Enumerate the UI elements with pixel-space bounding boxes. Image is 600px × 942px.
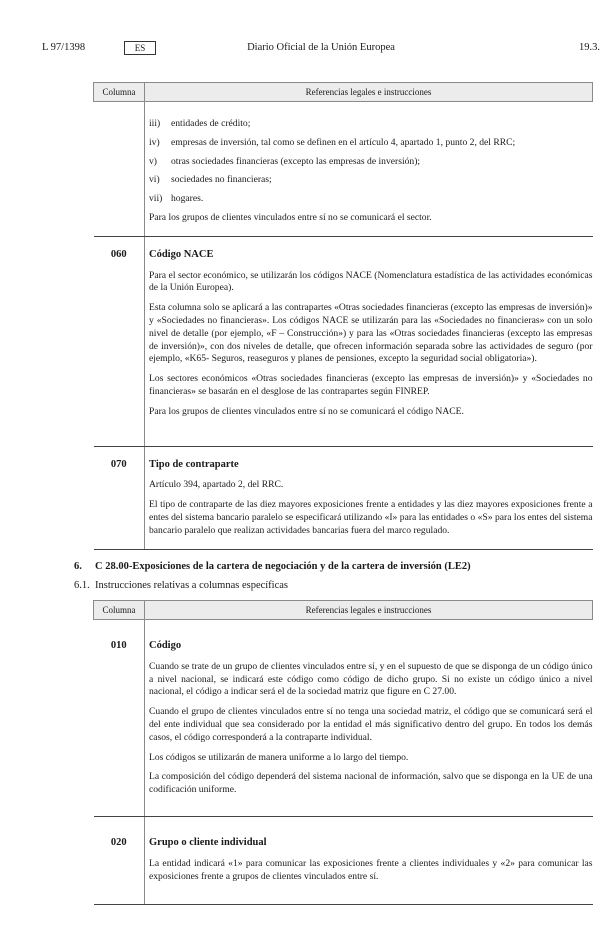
- row-title: Grupo o cliente individual: [149, 836, 267, 848]
- paragraph: Cuando el grupo de clientes vinculados entre sí no tenga una sociedad matriz, el código que se comunicará será el del ente individual que sea considerado por la entidad el más significativo dentro del grupo. En todos los demás casos, el código corresponderá a la contraparte individual.: [149, 706, 593, 743]
- references-header: Referencias legales e instrucciones: [145, 83, 593, 102]
- paragraph: El tipo de contraparte de las diez mayores exposiciones frente a entidades y las diez mayores exposiciones frente a entes del sistema bancario paralelo se especificará utilizando «I» para las entidades o «S» para los entes del sistema bancario paralelo que realizan actividades bancarias fuera del marco regulado.: [149, 499, 593, 536]
- page-header: [42, 42, 600, 58]
- paragraph: Para los grupos de clientes vinculados entre sí no se comunicará el sector.: [149, 211, 432, 223]
- column-code: 070: [94, 446, 145, 549]
- paragraph: Para el sector económico, se utilizarán los códigos NACE (Nomenclatura estadística de las actividades económicas de la Unión Europea).: [149, 269, 593, 294]
- subsection-heading: 6.1. Instrucciones relativas a columnas específicas: [74, 580, 289, 591]
- column-code: 020: [94, 816, 145, 904]
- list-item: iii) entidades de crédito;: [149, 118, 251, 129]
- instructions-table-2: [93, 600, 593, 905]
- journal-title: Diario Oficial de la Unión Europea: [247, 42, 395, 53]
- column-code: 060: [94, 236, 145, 446]
- list-item: iv) empresas de inversión, tal como se definen en el artículo 4, apartado 1, punto 2, del RRC;: [149, 136, 516, 148]
- journal-reference: L 97/1398: [42, 42, 86, 53]
- language-badge: ES: [124, 41, 156, 55]
- instructions-table-1: [93, 82, 593, 550]
- row-title: Código: [149, 640, 182, 651]
- table-row: [94, 236, 593, 446]
- paragraph: Cuando se trate de un grupo de clientes vinculados entre sí, y en el supuesto de que se disponga de un código único a nivel nacional, se indicará este código como código de dicho grupo. Si no existe un código único a nivel nacional, el código a indicar será el de la sociedad matriz que figure en C 27.00.: [149, 660, 593, 698]
- column-header: Columna: [94, 83, 145, 102]
- references-header: Referencias legales e instrucciones: [145, 601, 593, 620]
- paragraph: Los sectores económicos «Otras sociedades financieras (excepto las empresas de inversión)» y «Sociedades no financieras» se basarán en el desglose de las contrapartes según FINREP.: [149, 373, 593, 397]
- column-code: 010: [94, 620, 145, 817]
- paragraph: Esta columna solo se aplicará a las contrapartes «Otras sociedades financieras (excepto las empresas de inversión)» y «Sociedades no financieras». Los códigos NACE se utilizarán para las «Sociedades no financieras» con un solo nivel de detalle (por ejemplo, «F – Construcción») y para las «Otras sociedades financieras (excepto las empresas de inversión)», con dos niveles de detalle, que ofrecen información separada sobre las actividades de seguro (por ejemplo, «K65- Seguros, reaseguros y planes de pensiones, excepto la seguridad social obligatoria»).: [149, 302, 593, 365]
- paragraph: Los códigos se utilizarán de manera uniforme a lo largo del tiempo.: [149, 751, 409, 763]
- list-item: v) otras sociedades financieras (excepto las empresas de inversión);: [149, 155, 421, 167]
- publication-date: 19.3.: [579, 42, 600, 53]
- section-heading: 6. C 28.00-Exposiciones de la cartera de negociación y de la cartera de inversión (LE2): [74, 561, 471, 572]
- paragraph: Artículo 394, apartado 2, del RRC.: [149, 479, 284, 491]
- paragraph: La composición del código dependerá del sistema nacional de información, salvo que se disponga en la UE de una codificación uniforme.: [149, 771, 593, 796]
- table-row: [94, 102, 593, 237]
- paragraph: La entidad indicará «1» para comunicar las exposiciones frente a clientes individuales y «2» para comunicar las exposiciones frente a grupos de clientes vinculados entre sí.: [149, 857, 593, 882]
- column-header: Columna: [94, 601, 145, 620]
- table-row: [94, 446, 593, 549]
- row-title: Código NACE: [149, 248, 214, 260]
- list-item: vi) sociedades no financieras;: [149, 174, 272, 186]
- list-item: vii) hogares.: [149, 193, 204, 205]
- table-row: [94, 816, 593, 904]
- row-title: Tipo de contraparte: [149, 458, 239, 470]
- paragraph: Para los grupos de clientes vinculados entre sí no se comunicará el código NACE.: [149, 405, 464, 417]
- table-row: [94, 620, 593, 817]
